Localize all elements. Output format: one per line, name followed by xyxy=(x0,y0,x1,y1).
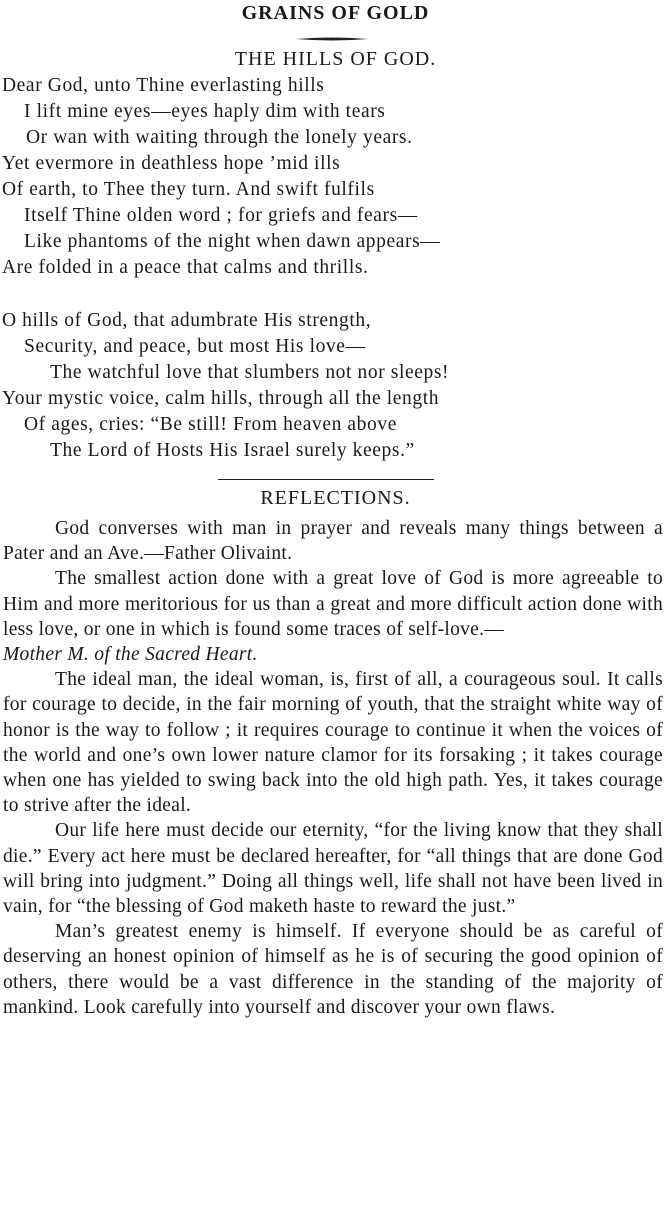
reflection-paragraph xyxy=(3,566,663,667)
poem-line: Or wan with waiting through the lonely years. xyxy=(26,127,413,148)
poem-line: Like phantoms of the night when dawn appears— xyxy=(24,231,441,252)
reflection-text: The smallest action done with a great love of God is more agreeable to Him and more meritorious for us than a great and more difficult action done with less love, or one in which is found some traces of self-love.— xyxy=(3,568,663,640)
poem-line: Your mystic voice, calm hills, through all the length xyxy=(2,388,440,409)
section-divider xyxy=(218,479,434,480)
ornamental-rule-icon xyxy=(296,36,368,42)
reflection-paragraph: God converses with man in prayer and reveals many things between a Pater and an Ave.—Father Olivaint. xyxy=(3,518,663,565)
poem-line: Yet evermore in deathless hope ’mid ills xyxy=(2,153,341,174)
poem-line: O hills of God, that adumbrate His strength, xyxy=(2,310,372,331)
reflection-paragraph: Our life here must decide our eternity, “for the living know that they shall die.” Every act here must be declared hereafter, for “all things that are done God will bring into judgment.” Doing all things well, life shall not have been lived in vain, for “the blessing of God maketh haste to reward the just.” xyxy=(3,820,663,918)
reflections-title: REFLECTIONS. xyxy=(260,487,411,509)
poem-line: Security, and peace, but most His love— xyxy=(24,336,366,357)
poem-line: Itself Thine olden word ; for griefs and fears— xyxy=(24,205,418,226)
reflection-paragraph: Man’s greatest enemy is himself. If everyone should be as careful of deserving an honest opinion of himself as he is of securing the good opinion of others, there would be a vast difference in the standing of the majority of mankind. Look carefully into yourself and discover your own flaws. xyxy=(3,921,663,1018)
poem-line: The Lord of Hosts His Israel surely keeps.” xyxy=(50,440,415,461)
reflection-attribution: Mother M. of the Sacred Heart. xyxy=(3,644,258,666)
column-title: GRAINS OF GOLD xyxy=(241,2,430,24)
poem-line: The watchful love that slumbers not nor sleeps! xyxy=(50,362,450,383)
poem-line: I lift mine eyes—eyes haply dim with tears xyxy=(24,101,386,122)
reflections-body xyxy=(3,516,663,1020)
reflection-paragraph: The ideal man, the ideal woman, is, first of all, a courageous soul. It calls for courage to decide, in the fair morning of youth, that the straight white way of honor is the way to follow ; it requires courage to continue it when the voices of the world and one’s own lower nature clamor for its forsaking ; it takes courage when one has yielded to swing back into the old high path. Yes, it takes courage to strive after the ideal. xyxy=(3,669,663,817)
poem-line: Dear God, unto Thine everlasting hills xyxy=(2,75,325,96)
poem-line: Are folded in a peace that calms and thrills. xyxy=(2,257,369,278)
poem-title: THE HILLS OF GOD. xyxy=(234,48,437,70)
poem-line: Of ages, cries: “Be still! From heaven above xyxy=(24,414,397,435)
poem-line: Of earth, to Thee they turn. And swift fulfils xyxy=(2,179,375,200)
